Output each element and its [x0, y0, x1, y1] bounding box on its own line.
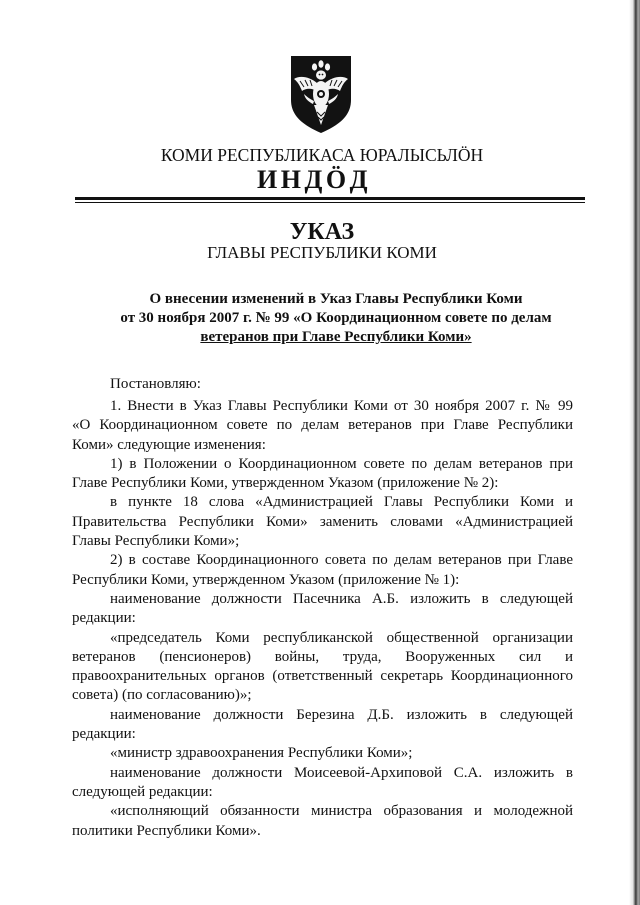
republic-name-komi: КОМИ РЕСПУБЛИКАСА ЮРАЛЫСЬЛÖН: [160, 145, 484, 165]
body-line: 2) в составе Координационного совета по делам ветеранов при Главе: [110, 552, 573, 569]
body-line: Главе Республики Коми, утвержденном Указом (приложение № 2):: [72, 475, 499, 492]
body-paragraph: [72, 590, 573, 629]
body-paragraph: [72, 455, 573, 494]
body-line: «исполняющий обязанности министра образования и молодежной: [110, 803, 573, 820]
body-paragraph: [72, 706, 573, 745]
body-line: ветеранов (пенсионеров) войны, труда, Вооруженных сил и: [72, 648, 573, 665]
body-line: совета) (по согласованию)»;: [72, 687, 252, 704]
body-line: редакции:: [72, 610, 136, 627]
body-paragraph: [72, 764, 573, 803]
coat-of-arms-icon: [290, 54, 352, 134]
body-line: Главы Республики Коми»;: [72, 533, 240, 550]
title-line: О внесении изменений в Указ Главы Республики Коми: [149, 291, 523, 307]
body-line: «председатель Коми республиканской общественной организации: [110, 629, 573, 646]
header-rule-thick: [75, 197, 585, 200]
title-line: [72, 328, 600, 347]
header-rule-thin: [75, 202, 585, 203]
body-line: политики Республики Коми».: [72, 822, 261, 839]
body-paragraph: [72, 397, 573, 455]
document-type: УКАЗ: [289, 219, 355, 245]
title-line: от 30 ноября 2007 г. № 99 «О Координационном совете по делам: [120, 310, 552, 326]
body-line: наименование должности Моисеевой-Архиповой С.А. изложить в: [110, 764, 573, 781]
document-issuer: ГЛАВЫ РЕСПУБЛИКИ КОМИ: [207, 243, 437, 262]
body-line: 1. Внести в Указ Главы Республики Коми от 30 ноября 2007 г. № 99: [110, 397, 573, 414]
body-paragraph: [72, 802, 573, 841]
body-paragraph: [72, 493, 573, 551]
body-paragraph: [72, 629, 573, 706]
body-paragraph: [72, 551, 573, 590]
body-line: правоохранительных органов (ответственный секретарь Координационного: [72, 668, 573, 685]
body-line: редакции:: [72, 726, 136, 743]
document-body: [72, 375, 573, 841]
body-line: Республики Коми, утвержденном Указом (приложение № 1):: [72, 571, 460, 588]
body-line: Коми» следующие изменения:: [72, 436, 266, 453]
body-line: наименование должности Березина Д.Б. изложить в следующей: [110, 706, 573, 723]
body-line: наименование должности Пасечника А.Б. изложить в следующей: [110, 590, 573, 607]
body-paragraph: [72, 744, 573, 763]
body-line: в пункте 18 слова «Администрацией Главы Республики Коми и: [110, 494, 573, 511]
document-type-komi: ИНДÖД: [257, 165, 371, 194]
body-line: «министр здравоохранения Республики Коми»;: [110, 745, 413, 762]
scan-shadow-edge: [629, 0, 640, 905]
body-line: следующей редакции:: [72, 783, 213, 800]
title-line-underlined: ветеранов при Главе Республики Коми»: [200, 329, 472, 345]
body-line: 1) в Положении о Координационном совете по делам ветеранов при: [110, 455, 573, 472]
body-line: Постановляю:: [110, 376, 201, 392]
body-line: «О Координационном совете по делам ветеранов при Главе Республики: [72, 417, 573, 434]
body-paragraph: [72, 375, 573, 394]
document-title: [72, 290, 600, 347]
body-line: Правительства Республики Коми» заменить словами «Администрацией: [72, 513, 573, 530]
